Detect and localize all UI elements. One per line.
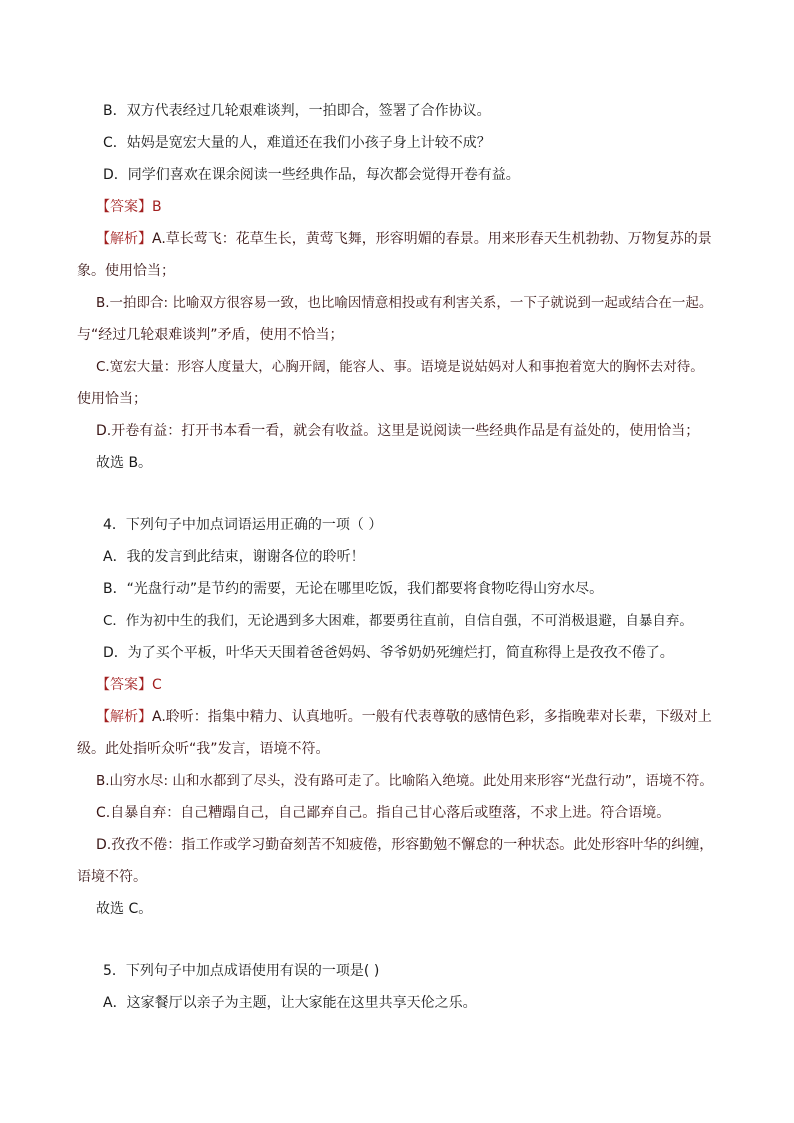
q3-option-c: C．姑妈是宽宏大量的人，难道还在我们小孩子身上计较不成？	[103, 135, 491, 151]
analysis-text: A.聆听：指集中精力、认真地听。一般有代表尊敬的感情色彩，多指晚辈对长辈，下级对上	[152, 709, 712, 725]
q3-analysis-line: 使用恰当；	[77, 391, 147, 407]
q4-option-b: B．“光盘行动”是节约的需要，无论在哪里吃饭，我们都要将食物吃得山穷水尽。	[103, 581, 604, 597]
q4-option-a: A．我的发言到此结束，谢谢各位的聆听！	[103, 549, 365, 565]
analysis-text: A.草长莺飞：花草生长，黄莺飞舞，形容明媚的春景。用来形春天生机勃勃、万物复苏的景	[152, 231, 712, 247]
analysis-tag: 【解析】	[96, 709, 152, 725]
q4-analysis-line: B.山穷水尽: 山和水都到了尽头，没有路可走了。比喻陷入绝境。此处用来形容“光盘行动”，语境不符。	[96, 773, 713, 789]
q4-option-c: C．作为初中生的我们，无论遇到多大困难，都要勇往直前，自信自强，不可消极退避，自暴自弃。	[103, 613, 693, 629]
q4-analysis-line	[96, 707, 712, 727]
q4-analysis-line: D.孜孜不倦：指工作或学习勤奋刻苦不知疲倦，形容勤勉不懈怠的一种状态。此处形容叶华的纠缠，	[96, 837, 714, 853]
answer-tag: 【答案】	[96, 199, 152, 215]
q4-analysis-line: 语境不符。	[77, 869, 147, 885]
q3-option-b: B．双方代表经过几轮艰难谈判，一拍即合，签署了合作协议。	[103, 103, 491, 119]
answer-value: B	[152, 199, 162, 215]
q4-answer	[96, 675, 162, 695]
q5-stem: 5．下列句子中加点成语使用有误的一项是( )	[103, 963, 380, 979]
q3-analysis-line: C.宽宏大量：形容人度量大，心胸开阔，能容人、事。语境是说姑妈对人和事抱着宽大的胸怀去对待。	[96, 359, 704, 375]
q4-analysis-line: C.自暴自弃：自己糟蹋自己，自己鄙弃自己。指自己甘心落后或堕落，不求上进。符合语境。	[96, 805, 671, 821]
q4-conclusion: 故选 C。	[96, 901, 153, 917]
q3-analysis-line: 与“经过几轮艰难谈判”矛盾，使用不恰当；	[77, 327, 344, 343]
q3-analysis-line: B.一拍即合: 比喻双方很容易一致，也比喻因情意相投或有利害关系，一下子就说到一起或结合在一起。	[96, 295, 713, 311]
analysis-tag: 【解析】	[96, 231, 152, 247]
q3-analysis-line: 象。使用恰当；	[77, 263, 175, 279]
q3-analysis-line: D.开卷有益：打开书本看一看，就会有收益。这里是说阅读一些经典作品是有益处的，使用恰当；	[96, 423, 700, 439]
answer-value: C	[152, 677, 162, 693]
answer-tag: 【答案】	[96, 677, 152, 693]
q3-analysis-line	[96, 229, 712, 249]
q5-option-a: A．这家餐厅以亲子为主题，让大家能在这里共享天伦之乐。	[103, 995, 477, 1011]
q3-answer	[96, 197, 162, 217]
q3-conclusion: 故选 B。	[96, 455, 153, 471]
q4-option-d: D．为了买个平板，叶华天天围着爸爸妈妈、爷爷奶奶死缠烂打，简直称得上是孜孜不倦了。	[103, 645, 674, 661]
q3-option-d: D．同学们喜欢在课余阅读一些经典作品，每次都会觉得开卷有益。	[103, 167, 520, 183]
q4-analysis-line: 级。此处指听众听“我”发言，语境不符。	[77, 741, 330, 757]
q4-stem: 4．下列句子中加点词语运用正确的一项（ ）	[103, 517, 383, 533]
